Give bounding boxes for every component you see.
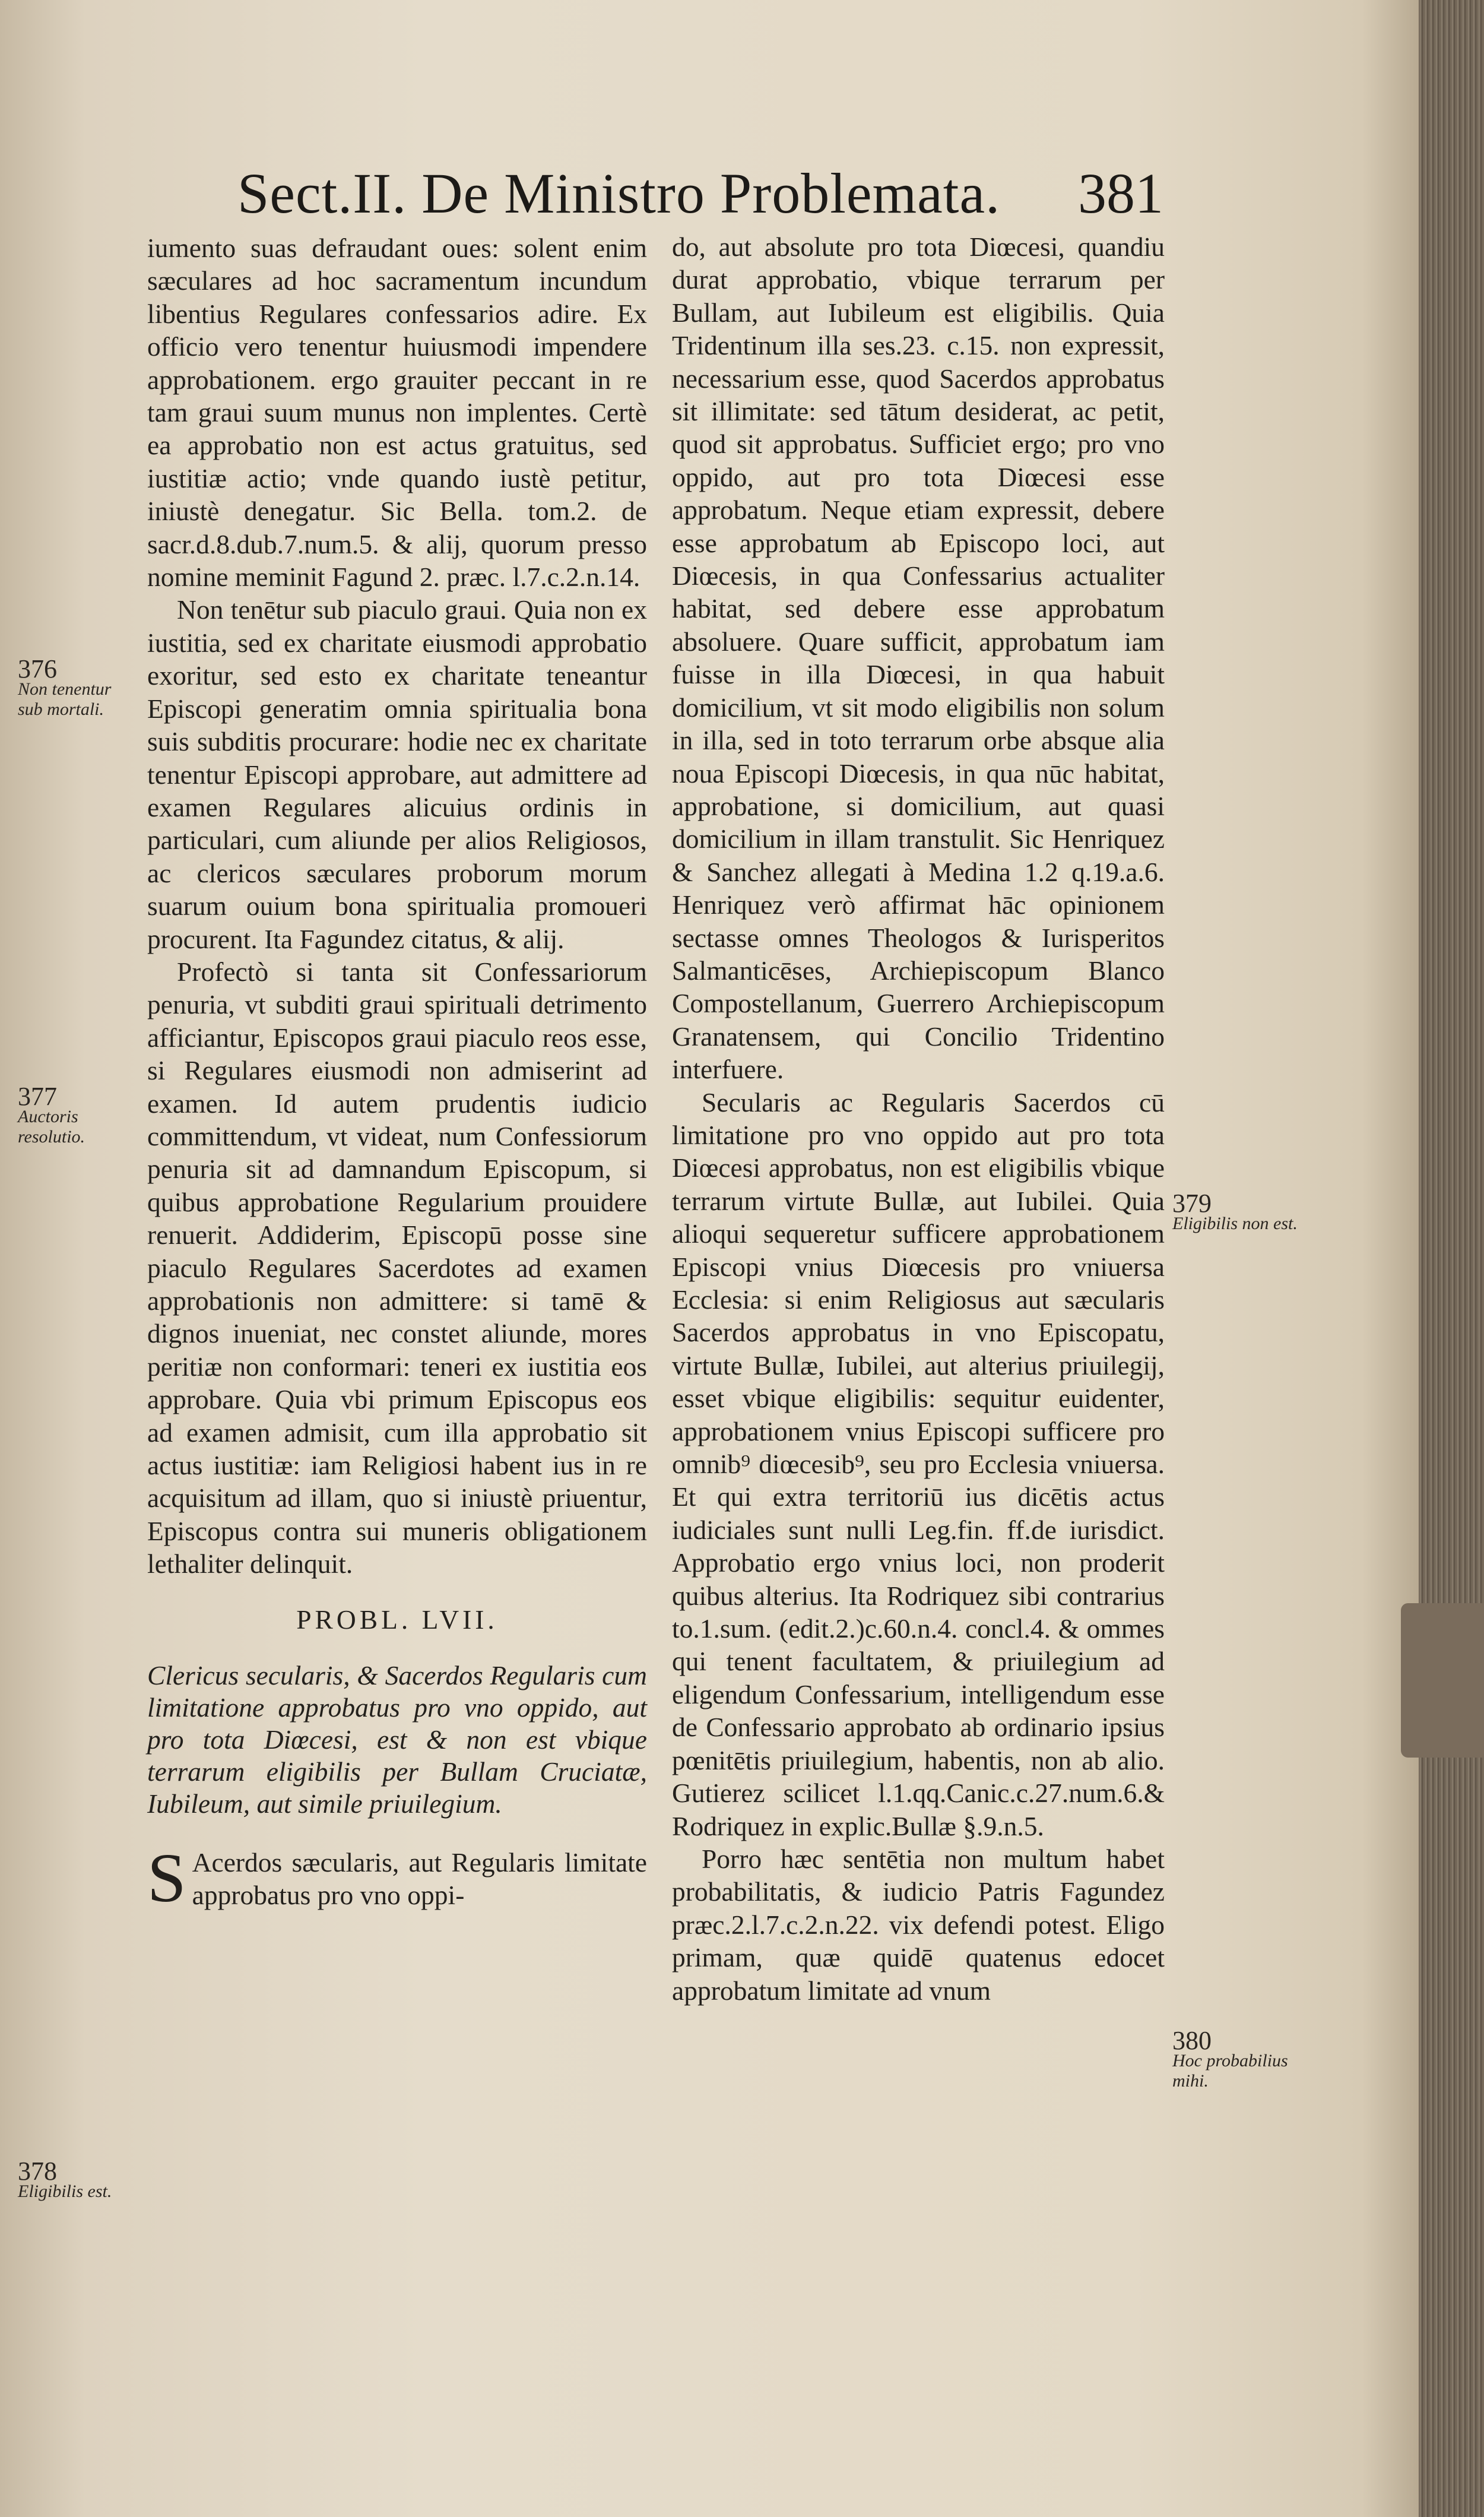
- running-title: Sect.II. De Ministro Problemata.: [237, 162, 1001, 225]
- paragraph-left-2: Non tenētur sub piaculo graui. Quia non ex iustitia, sed ex charitate eiusmodi approbatio exoritur, sed esto ex charitate teneantur Episcopi generatim omnia spiritualia bona suis subditis procurare: hodie nec ex charitate tenentur Episcopi approbare, aut admittere ad examen Regulares alicuius ordinis in particulari, cum aliunde per alios Religiosos, ac clericos sæculares proborum morum suarum ouium bona spiritualia promoueri procurent. Ita Fagundez citatus, & alij.: [147, 594, 647, 954]
- paragraph-right-1: do, aut absolute pro tota Diœcesi, quandiu durat approbatio, vbique terrarum per Bullam, aut Iubileum est eligibilis. Quia Tridentinum illa ses.23. c.15. non expressit, necessarium esse, quod Sacerdos approbatus sit illimitate: sed tātum desiderat, ac petit, quod sit approbatus. Sufficiet ergo; pro vno oppido, aut pro tota Diœcesi esse approbatum. Neque etiam expressit, debere esse approbatum ab Episcopo loci, aut Diœcesis, in qua Confessarius actualiter habitat, sed debere esse approbatum absoluere. Quare sufficit, approbatum iam fuisse in illa Diœcesi, in qua habuit domicilium, vt sit modo eligibilis non solum in illa, sed in toto terrarum orbe absque alia noua Episcopi Diœcesis, in qua nūc habitat, approbatione, si domicilium, aut quasi domicilium in illam transtulit. Sic Henriquez & Sanchez allegati à Medina 1.2 q.19.a.6. Henriquez verò affirmat hāc opinionem sectasse omnes Theologos & Iurisperitos Salmanticēses, Archiepiscopum Blanco Compostellanum, Guerrero Archiepiscopum Granatensem, qui Concilio Tridentino interfuere.: [672, 232, 1165, 1085]
- margin-note-379: [1172, 1189, 1309, 1234]
- margin-note-378: [18, 2157, 137, 2202]
- paragraph-left-1: iumento suas defraudant oues: solent enim sæculares ad hoc sacramentum incundum libentius Regulares confessarios adire. Ex officio vero tenentur huiusmodi impendere approbationem. ergo grauiter peccant in re tam graui suum munus non implentes. Certè ea approbatio non est actus gratuitus, sed iustitiæ actio; vnde quando iustè petitur, iniustè denegatur. Sic Bella. tom.2. de sacr.d.8.dub.7.num.5. & alij, quorum presso nomine meminit Fagund 2. præc. l.7.c.2.n.14.: [147, 233, 647, 593]
- paragraph-right-2: Secularis ac Regularis Sacerdos cū limitatione pro vno oppido aut pro tota Diœcesi approbatus, non est eligibilis vbique terrarum virtute Bullæ, aut Iubilei. Quia alioqui sequeretur sufficere approbationem Episcopi vnius Diœcesis pro vniuersa Ecclesia: si enim Religiosus aut sæcularis Sacerdos approbatus in vno Episcopatu, virtute Bullæ, Iubilei, aut alterius priuilegij, esset vbique eligibilis: sequitur euidenter, approbationem vnius Episcopi sufficere pro omnib⁹ diœcesib⁹, seu pro Ecclesia vniuersa. Et qui extra territoriū ius dicētis actus iudiciales sunt nulli Leg.fin. ff.de iurisdict. Approbatio ergo vnius loci, non proderit quibus alterius. Ita Rodriquez sibi contrarius to.1.sum. (edit.2.)c.60.n.4. concl.4. & ommes qui tenent facultatem, & priuilegium ad eligendum Confessarium, intelligendum esse de Confessario approbato ab ordinario ipsius pœnitētis priuilegium, habentis, non ab alio. Gutierez scilicet l.1.qq.Canic.c.27.num.6.& Rodriquez in explic.Bullæ §.9.n.5.: [672, 1087, 1165, 1841]
- margin-note-text: Auctoris resolutio.: [18, 1107, 85, 1147]
- margin-note-text: Non tenentur sub mortali.: [18, 679, 112, 719]
- right-column: [672, 230, 1165, 2007]
- margin-note-text: Eligibilis est.: [18, 2182, 112, 2201]
- drop-cap: S: [147, 1839, 186, 1917]
- margin-note-number: 380: [1172, 2026, 1212, 2055]
- margin-note-text: Hoc probabilius mihi.: [1172, 2051, 1288, 2091]
- problem-heading: PROBL. LVII.: [296, 1604, 498, 1635]
- book-page-edges: [1419, 0, 1484, 2517]
- margin-note-number: 379: [1172, 1189, 1212, 1218]
- page-header: [237, 160, 1163, 226]
- margin-note-number: 376: [18, 654, 57, 683]
- margin-note-text: Eligibilis non est.: [1172, 1214, 1298, 1233]
- paragraph-left-final: [147, 1839, 647, 1917]
- paragraph-left-3: Profectò si tanta sit Confessariorum penuria, vt subditi graui spirituali detrimento afficiantur, Episcopos graui piaculo reos esse, si Regulares eiusmodi non admiserint ad examen. Id autem prudentis iudicio committendum, vt videat, num Confessiorum penuria sit ad damnandum Episcopum, si quibus approbatione Regularium prouidere renuerit. Addiderim, Episcopū posse sine piaculo Regulares Sacerdotes ad examen approbationis non admittere: si tamē & dignos inueniat, nec constet aliunde, mores peritiæ non conformari: teneri ex iustitia eos approbare. Quia vbi primum Episcopus eos ad examen admisit, cum illa approbatio sit actus iustitiæ: iam Religiosi habent ius in re acquisitum ad illam, quo si iniustè priuentur, Episcopus contra sui muneris obligationem lethaliter delinquit.: [147, 956, 647, 1579]
- margin-note-number: 377: [18, 1082, 57, 1111]
- margin-note-377: [18, 1082, 137, 1147]
- margin-note-380: [1172, 2026, 1309, 2091]
- paragraph-right-3: Porro hæc sentētia non multum habet probabilitatis, & iudicio Patris Fagundez præc.2.l.7.c.2.n.22. vix defendi potest. Eligo primam, quæ quidē quatenus edocet approbatum limitate ad vnum: [672, 1843, 1165, 2006]
- left-column: [147, 232, 647, 1917]
- page-number: 381: [1078, 162, 1163, 225]
- page-tab-marker: [1401, 1603, 1484, 1758]
- margin-note-376: [18, 654, 137, 720]
- margin-note-number: 378: [18, 2157, 57, 2186]
- paragraph-left-final-text: Acerdos sæcularis, aut Regularis limitate approbatus pro vno oppi-: [192, 1847, 647, 1911]
- problem-summary: Clericus secularis, & Sacerdos Regularis cum limitatione approbatus pro vno oppido, aut pro tota Diœcesi, est & non est vbique terrarum eligibilis per Bullam Cruciatæ, Iubileum, aut simile priuilegium.: [147, 1660, 647, 1819]
